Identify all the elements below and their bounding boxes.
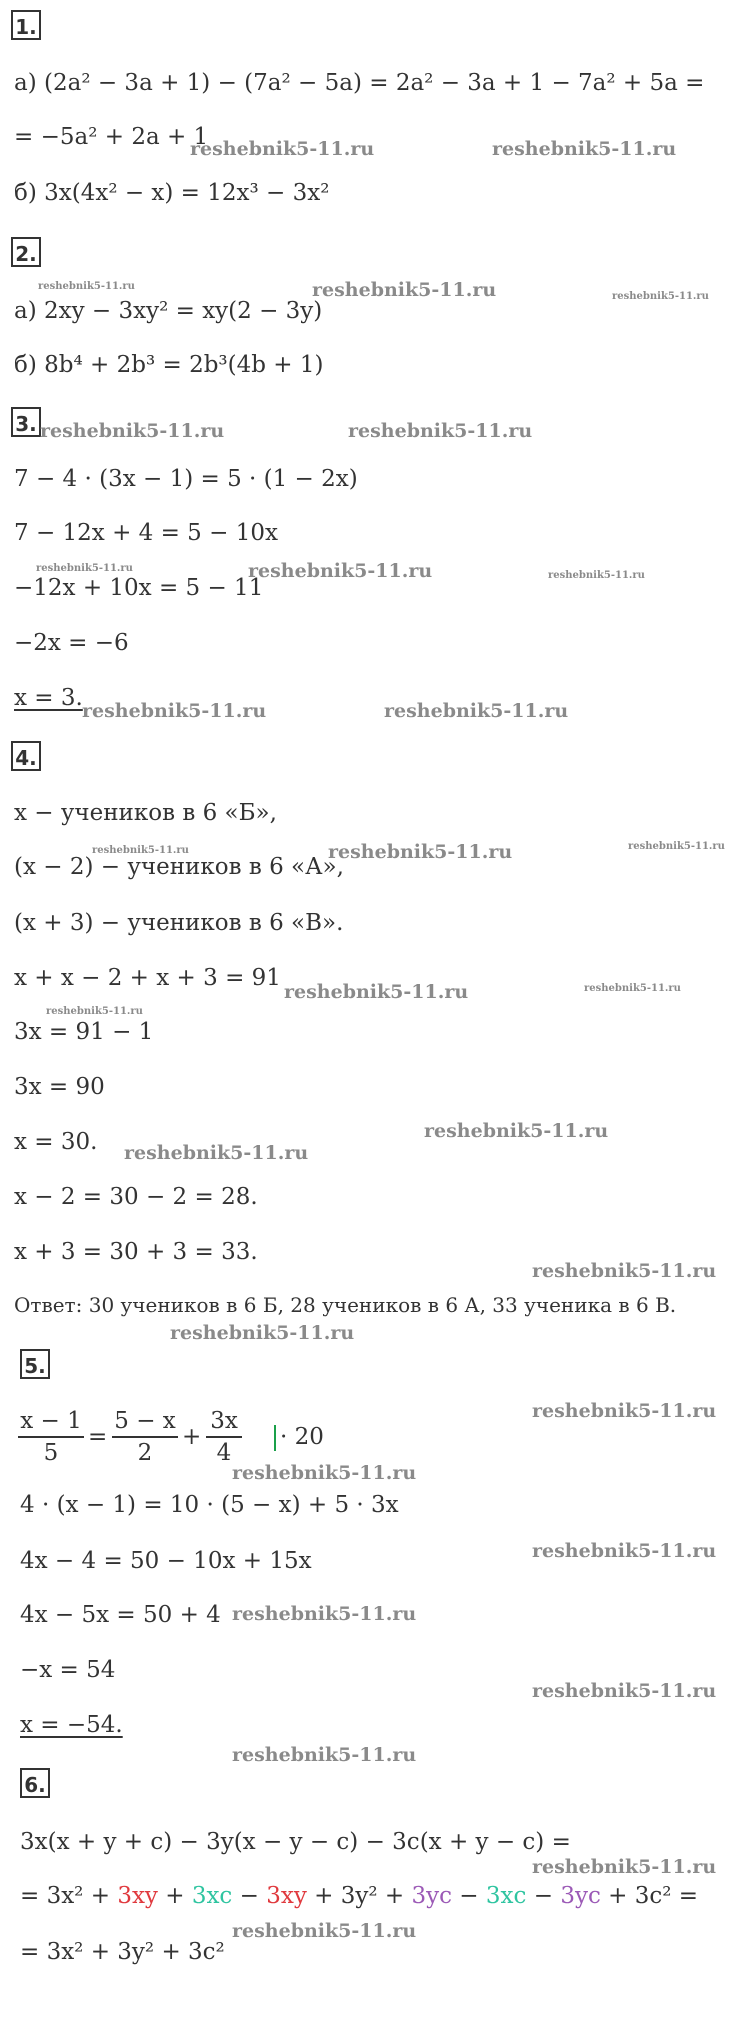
p5-fraction-3-numerator: 3x [206,1406,242,1438]
p4-line-5: 3x = 91 − 1 [14,1019,154,1045]
p6-term-3xy: 3xy [117,1883,158,1909]
p6-term: = 3x² + [20,1883,118,1909]
watermark: reshebnik5-11.ru [532,1540,717,1562]
p5-result: x = −54. [20,1712,123,1738]
p2-line-b: б) 8b⁴ + 2b³ = 2b³(4b + 1) [14,352,324,378]
watermark: reshebnik5-11.ru [38,281,135,292]
p6-term: − [526,1883,561,1909]
p5-multiplier: · 20 [280,1424,324,1450]
p6-term: − [452,1883,486,1909]
watermark: reshebnik5-11.ru [40,420,225,442]
watermark: reshebnik5-11.ru [232,1920,417,1942]
p1-line-a2: = −5a² + 2a + 1 [14,124,209,150]
watermark: reshebnik5-11.ru [532,1680,717,1702]
p5-fraction-2-numerator: 5 − x [112,1406,178,1438]
p4-line-1: x − учеников в 6 «Б», [14,800,277,826]
problem-number-4: 4. [11,741,41,771]
p6-line-3: = 3x² + 3y² + 3c² [20,1939,225,1965]
p3-line-4: −2x = −6 [14,630,129,656]
watermark: reshebnik5-11.ru [284,981,469,1003]
problem-number-6: 6. [20,1768,50,1798]
watermark: reshebnik5-11.ru [46,1006,143,1017]
problem-number-2: 2. [11,237,41,267]
watermark: reshebnik5-11.ru [532,1856,717,1878]
p5-plus: + [182,1424,202,1450]
p6-term: + 3c² = [600,1883,699,1909]
p5-fraction-1 [18,1406,84,1468]
p5-multiplier-bar [274,1425,276,1451]
p5-fraction-3 [206,1406,242,1468]
p4-answer: Ответ: 30 учеников в 6 Б, 28 учеников в 6 А, 33 ученика в 6 В. [14,1293,677,1317]
p6-term-3xy: 3xy [266,1883,307,1909]
p4-line-2: (x − 2) − учеников в 6 «А», [14,854,344,880]
p4-line-3: (x + 3) − учеников в 6 «В». [14,910,344,936]
watermark: reshebnik5-11.ru [124,1142,309,1164]
watermark: reshebnik5-11.ru [628,841,725,852]
p1-line-a1: а) (2a² − 3a + 1) − (7a² − 5a) = 2a² − 3a + 1 − 7a² + 5a = [14,70,705,96]
watermark: reshebnik5-11.ru [248,560,433,582]
p4-line-4: x + x − 2 + x + 3 = 91 [14,965,281,991]
p5-fraction-1-denominator: 5 [43,1440,59,1466]
p4-line-9: x + 3 = 30 + 3 = 33. [14,1239,258,1265]
watermark: reshebnik5-11.ru [424,1120,609,1142]
p1-line-b: б) 3x(4x² − x) = 12x³ − 3x² [14,180,330,206]
watermark: reshebnik5-11.ru [190,138,375,160]
p2-line-a: а) 2xy − 3xy² = xy(2 − 3y) [14,298,323,324]
p6-term-3yc: 3yc [560,1883,601,1909]
watermark: reshebnik5-11.ru [232,1603,417,1625]
p5-line-3: 4x − 4 = 50 − 10x + 15x [20,1548,312,1574]
p6-term-3yc: 3yc [411,1883,452,1909]
p6-line-1: 3x(x + y + c) − 3y(x − y − c) − 3c(x + y − c) = [20,1829,571,1855]
p4-line-8: x − 2 = 30 − 2 = 28. [14,1184,258,1210]
p5-fraction-2-denominator: 2 [137,1440,153,1466]
watermark: reshebnik5-11.ru [584,983,681,994]
p6-term: − [232,1883,267,1909]
problem-number-3: 3. [11,407,41,437]
p5-line-5: −x = 54 [20,1657,116,1683]
watermark: reshebnik5-11.ru [312,279,497,301]
watermark: reshebnik5-11.ru [328,841,513,863]
p5-fraction-1-numerator: x − 1 [18,1406,84,1438]
watermark: reshebnik5-11.ru [36,563,133,574]
p3-line-3: −12x + 10x = 5 − 11 [14,575,264,601]
p3-result: x = 3. [14,685,83,711]
p6-term-3xc: 3xc [191,1883,233,1909]
watermark: reshebnik5-11.ru [612,291,709,302]
problem-number-1: 1. [11,10,41,40]
p6-term: + [157,1883,192,1909]
p5-line-2: 4 · (x − 1) = 10 · (5 − x) + 5 · 3x [20,1492,399,1518]
watermark: reshebnik5-11.ru [348,420,533,442]
watermark: reshebnik5-11.ru [232,1744,417,1766]
p6-term: + 3y² + [306,1883,412,1909]
watermark: reshebnik5-11.ru [232,1462,417,1484]
watermark: reshebnik5-11.ru [532,1400,717,1422]
problem-number-5: 5. [20,1349,50,1379]
p5-fraction-2 [112,1406,178,1468]
p3-line-1: 7 − 4 · (3x − 1) = 5 · (1 − 2x) [14,466,358,492]
watermark: reshebnik5-11.ru [532,1260,717,1282]
p6-term-3xc: 3xc [485,1883,527,1909]
p4-line-7: x = 30. [14,1129,98,1155]
watermark: reshebnik5-11.ru [492,138,677,160]
watermark: reshebnik5-11.ru [170,1322,355,1344]
p4-line-6: 3x = 90 [14,1074,105,1100]
p5-equals: = [88,1424,108,1450]
watermark: reshebnik5-11.ru [92,845,189,856]
watermark: reshebnik5-11.ru [548,570,645,581]
p5-line-4: 4x − 5x = 50 + 4 [20,1602,221,1628]
watermark: reshebnik5-11.ru [384,700,569,722]
watermark: reshebnik5-11.ru [82,700,267,722]
p3-line-2: 7 − 12x + 4 = 5 − 10x [14,520,278,546]
p5-fraction-3-denominator: 4 [216,1440,232,1466]
p6-line-2 [20,1881,698,1911]
